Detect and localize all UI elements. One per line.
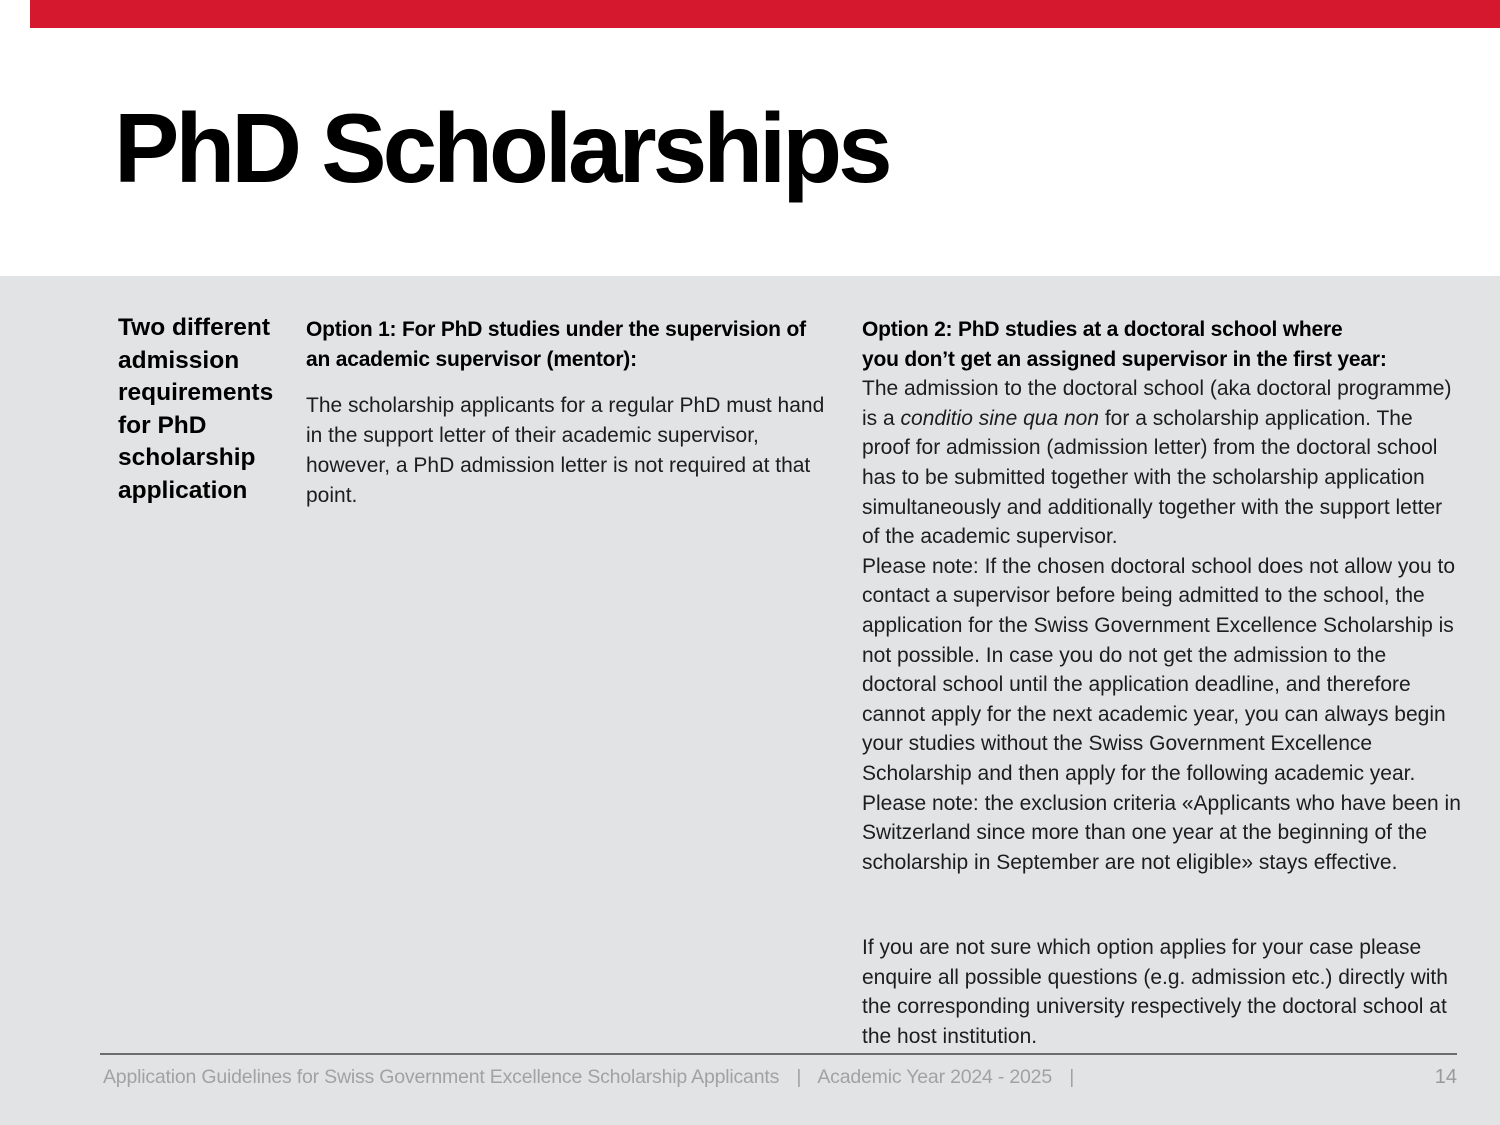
option2-paragraph-1 xyxy=(862,374,1462,552)
option2-heading xyxy=(862,315,1462,374)
option2-paragraph-1-text-before: The admission to the doctoral school (aka doctoral programme) is a xyxy=(862,377,1452,430)
option2-paragraph-3: Please note: the exclusion criteria «Applicants who have been in Switzerland since more than one year at the beginning of the scholarship in September are not eligible» stays effective. xyxy=(862,791,1461,874)
option2-heading-line1: Option 2: PhD studies at a doctoral school where xyxy=(862,318,1343,341)
page-title: PhD Scholarships xyxy=(114,93,889,203)
option1-body: The scholarship applicants for a regular PhD must hand in the support letter of their academic supervisor, however, a PhD admission letter is not required at that point. xyxy=(306,394,825,507)
option1-heading-line2: an academic supervisor (mentor): xyxy=(306,348,637,371)
latin-phrase-italic: conditio sine qua non xyxy=(900,406,1100,430)
option1-heading xyxy=(306,315,831,375)
option1-heading-line1: Option 1: For PhD studies under the supervision of xyxy=(306,318,806,341)
footer-divider xyxy=(100,1053,1457,1055)
option2-paragraph-2: Please note: If the chosen doctoral school does not allow you to contact a supervisor before being admitted to the school, the application for the Swiss Government Excellence Scholarship is not possible. In case you do not get the admission to the doctoral school until the application deadline, and therefore cannot apply for the next academic year, you can always begin your studies without the Swiss Government Excellence Scholarship and then apply for the following academic year. xyxy=(862,554,1456,785)
footer-separator: | xyxy=(1069,1066,1075,1088)
page-number: 14 xyxy=(1434,1066,1457,1088)
row-heading: Two different admission requirements for PhD scholarship application xyxy=(118,314,274,504)
top-accent-bar xyxy=(30,0,1500,28)
footer xyxy=(103,1066,1086,1089)
option1-column xyxy=(306,315,831,511)
option2-paragraph-1-text-after: for a scholarship application. The proof for admission (admission letter) from the doctoral school has to be submitted together with the scholarship application simultaneously and additionally together with the support letter of the academic supervisor. xyxy=(862,406,1443,549)
option2-paragraph-4: If you are not sure which option applies for your case please enquire all possible questions (e.g. admission etc.) directly with the corresponding university respectively the doctoral school at the host institution. xyxy=(862,936,1448,1049)
footer-doc-title: Application Guidelines for Swiss Government Excellence Scholarship Applicants xyxy=(103,1066,780,1088)
footer-academic-year: Academic Year 2024 - 2025 xyxy=(817,1066,1052,1088)
footer-separator: | xyxy=(796,1066,802,1088)
option2-column xyxy=(862,315,1462,1052)
option2-heading-line2: you don’t get an assigned supervisor in the first year: xyxy=(862,347,1387,371)
